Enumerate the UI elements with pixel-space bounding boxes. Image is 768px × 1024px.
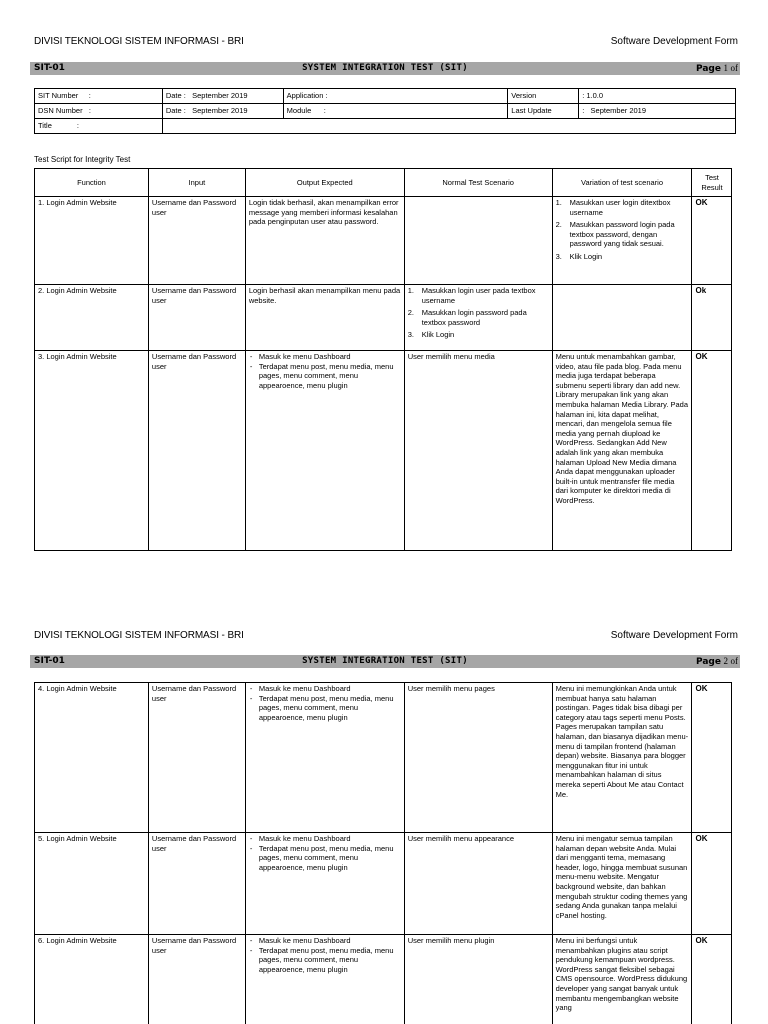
dsn-number-label: DSN Number xyxy=(38,106,83,115)
row-input: Username dan Password user xyxy=(148,683,245,833)
test-script-caption: Test Script for Integrity Test xyxy=(34,155,131,164)
application-label: Application : xyxy=(283,89,508,104)
row-variation: Menu untuk menambahkan gambar, video, atau file pada blog. Pada menu media juga terdapat beberapa submenu seperti library dan add new. Library merupakan link yang akan membuka halaman Media Library. Pada halaman ini, kita dapat melihat, mencari, dan mengelola semua file media yang pernah diupload ke WordPress. Sedangkan Add New adalah link yang akan membuka halaman Upload New Media dimana Anda dapat menggunakan uploader built-in untuk mentransfer file media dari komputer ke direktori media di WordPress. xyxy=(552,351,692,551)
row-normal xyxy=(404,197,552,285)
form-type: Software Development Form xyxy=(610,630,738,641)
row-normal: User memilih menu appearance xyxy=(404,833,552,935)
page-header xyxy=(34,36,738,50)
row-result: OK xyxy=(692,935,732,1024)
doc-title: SYSTEM INTEGRATION TEST (SIT) xyxy=(302,63,468,73)
list-item: - Masuk ke menu Dashboard xyxy=(249,834,401,844)
table-row xyxy=(35,683,737,833)
form-type: Software Development Form xyxy=(610,36,738,47)
list-item: - Terdapat menu post, menu media, menu pages, menu comment, menu appearoence, menu plugin xyxy=(249,844,401,873)
title-label: Title xyxy=(38,121,52,130)
table-row xyxy=(35,833,737,935)
row-output xyxy=(245,683,404,833)
page-2 xyxy=(0,600,768,1024)
list-item: - Masuk ke menu Dashboard xyxy=(249,684,401,694)
row-input: Username dan Password user xyxy=(148,833,245,935)
row-input: Username dan Password user xyxy=(148,197,245,285)
info-row-title: Title : xyxy=(35,119,736,134)
list-item: 2. Masukkan login password pada textbox password xyxy=(407,308,527,327)
table-row xyxy=(35,197,737,285)
col-normal: Normal Test Scenario xyxy=(404,169,552,197)
list-item: - Masuk ke menu Dashboard xyxy=(249,352,401,362)
version-value: : 1.0.0 xyxy=(579,89,736,104)
row-normal xyxy=(404,285,552,351)
info-row-dsn: DSN Number : Date : September 2019 Module : Last Update : September 2019 xyxy=(35,104,736,119)
doc-code: SIT-01 xyxy=(34,63,65,73)
test-table-header xyxy=(35,169,737,197)
test-table-page-2 xyxy=(34,682,736,1024)
row-function: 2. Login Admin Website xyxy=(35,285,149,351)
date-value: September 2019 xyxy=(192,91,248,100)
version-label: Version xyxy=(508,89,579,104)
row-input: Username dan Password user xyxy=(148,935,245,1024)
page-number: Page 1 of xyxy=(695,63,738,74)
list-item: 3. Klik Login xyxy=(407,330,455,340)
col-function: Function xyxy=(35,169,149,197)
last-update-label: Last Update xyxy=(508,104,579,119)
module-label: Module xyxy=(286,106,312,115)
row-variation: Menu ini mengatur semua tampilan halaman depan website Anda. Mulai dari mengganti tema, memasang header, logo, hingga membuat susunan menu-menu website. Mengatur background website, dan bahkan mengubah struktur coding themes yang sedang Anda gunakan tanpa melalui cPanel hosting. xyxy=(552,833,692,935)
doc-title: SYSTEM INTEGRATION TEST (SIT) xyxy=(302,656,468,666)
row-normal: User memilih menu plugin xyxy=(404,935,552,1024)
doc-code: SIT-01 xyxy=(34,656,65,666)
row-function: 6. Login Admin Website xyxy=(35,935,149,1024)
row-variation: Menu ini berfungsi untuk menambahkan plugins atau script pendukung kemampuan wordpress. WordPress sangat fleksibel sebagai CMS opensource. WordPress didukung developer yang sangat banyak untuk membantu mengembangkan website yang xyxy=(552,935,692,1024)
row-output xyxy=(245,351,404,551)
title-bar xyxy=(30,62,740,75)
list-item: - Masuk ke menu Dashboard xyxy=(249,936,401,946)
row-result: OK xyxy=(692,351,732,551)
row-result: OK xyxy=(692,683,732,833)
list-item: 2. Masukkan password login pada textbox password, dengan password yang tidak sesuai. xyxy=(555,220,675,249)
normal-steps xyxy=(408,286,549,340)
list-item: 3. Klik Login xyxy=(555,251,603,261)
info-table xyxy=(34,88,736,134)
list-item: 1. Masukkan login user pada textbox username xyxy=(407,286,536,305)
sit-number-label: SIT Number xyxy=(38,91,79,100)
last-update-value: September 2019 xyxy=(590,106,647,115)
list-item: 1. Masukkan user login ditextbox username xyxy=(555,198,671,217)
table-row xyxy=(35,935,737,1024)
division-name: DIVISI TEKNOLOGI SISTEM INFORMASI - BRI xyxy=(34,36,244,47)
date-label: Date : xyxy=(165,91,186,100)
col-input: Input xyxy=(148,169,245,197)
list-item: - Terdapat menu post, menu media, menu pages, menu comment, menu appearoence, menu plugin xyxy=(249,694,401,723)
row-result: OK xyxy=(692,833,732,935)
row-function: 4. Login Admin Website xyxy=(35,683,149,833)
row-function: 5. Login Admin Website xyxy=(35,833,149,935)
page-number: Page 2 of xyxy=(695,656,738,667)
col-variation: Variation of test scenario xyxy=(552,169,692,197)
test-table-page-1 xyxy=(34,168,736,551)
variation-steps xyxy=(556,198,689,262)
list-item: - Terdapat menu post, menu media, menu pages, menu comment, menu appearoence, menu plugin xyxy=(249,362,401,391)
table-row xyxy=(35,351,737,551)
list-item: - Terdapat menu post, menu media, menu pages, menu comment, menu appearoence, menu plugin xyxy=(249,946,401,975)
row-input: Username dan Password user xyxy=(148,351,245,551)
row-output xyxy=(245,935,404,1024)
table-row xyxy=(35,285,737,351)
col-result: Test Result xyxy=(692,169,732,197)
row-output xyxy=(245,833,404,935)
row-function: 1. Login Admin Website xyxy=(35,197,149,285)
row-variation xyxy=(552,197,692,285)
row-output: Login tidak berhasil, akan menampilkan error message yang memberi informasi kesalahan pada penginputan user atau password. xyxy=(245,197,404,285)
row-output: Login berhasil akan menampilkan menu pada website. xyxy=(245,285,404,351)
row-normal: User memilih menu pages xyxy=(404,683,552,833)
title-bar xyxy=(30,655,740,668)
division-name: DIVISI TEKNOLOGI SISTEM INFORMASI - BRI xyxy=(34,630,244,641)
row-variation xyxy=(552,285,692,351)
row-normal: User memilih menu media xyxy=(404,351,552,551)
info-row-sit: SIT Number : Date : September 2019 Application : Version : 1.0.0 xyxy=(35,89,736,104)
row-result: OK xyxy=(692,197,732,285)
page-header xyxy=(34,630,738,644)
row-function: 3. Login Admin Website xyxy=(35,351,149,551)
col-output: Output Expected xyxy=(245,169,404,197)
page-gap xyxy=(0,560,768,600)
row-result: Ok xyxy=(692,285,732,351)
row-input: Username dan Password user xyxy=(148,285,245,351)
row-variation: Menu ini memungkinkan Anda untuk membuat hanya satu halaman postingan. Pages tidak bisa dibagi per category atau tags seperti menu Posts. Pages merupakan tampilan satu halaman, dan biasanya dijadikan menu-menu di tampilan frontend (halaman depan) website. Biasanya para blogger menggunakan fitur ini untuk menambahkan halaman di situs mereka seperti About Me atau Contact Me. xyxy=(552,683,692,833)
